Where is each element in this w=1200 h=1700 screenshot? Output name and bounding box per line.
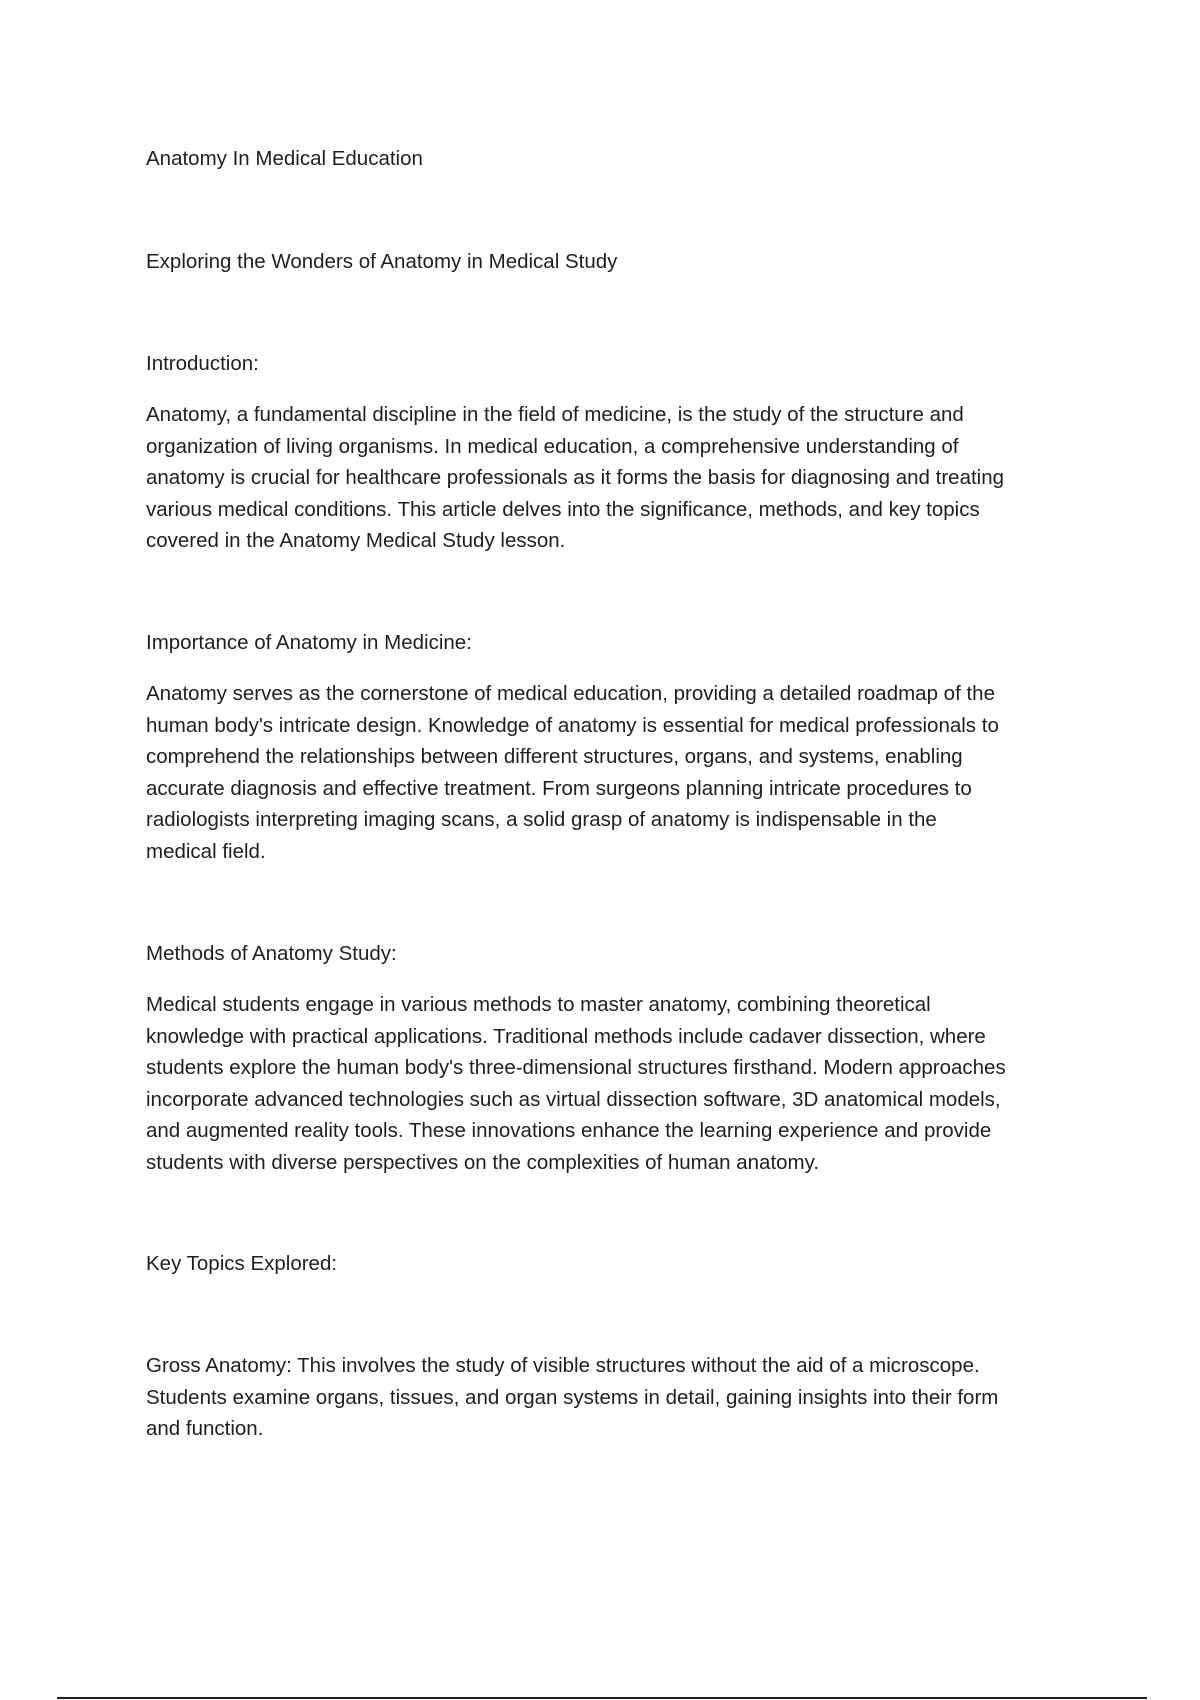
document-subtitle: Exploring the Wonders of Anatomy in Medical Study — [146, 250, 618, 273]
methods-line: students explore the human body's three-dimensional structures firsthand. Modern approaches — [146, 1056, 1006, 1079]
importance-line: radiologists interpreting imaging scans, a solid grasp of anatomy is indispensable in the — [146, 808, 937, 831]
introduction-heading: Introduction: — [146, 352, 259, 375]
introduction-line: various medical conditions. This article delves into the significance, methods, and key topics — [146, 497, 980, 521]
gross-anatomy-paragraph — [146, 1350, 1090, 1445]
methods-paragraph — [146, 989, 1090, 1178]
gross-anatomy-line: and function. — [146, 1417, 264, 1440]
methods-line: incorporate advanced technologies such as virtual dissection software, 3D anatomical models, — [146, 1087, 1001, 1111]
importance-paragraph — [146, 678, 1090, 867]
introduction-line: covered in the Anatomy Medical Study lesson. — [146, 529, 566, 552]
introduction-line: Anatomy, a fundamental discipline in the field of medicine, is the study of the structure and — [146, 403, 964, 426]
methods-line: knowledge with practical applications. Traditional methods include cadaver dissection, where — [146, 1024, 986, 1048]
page-bottom-divider — [57, 1697, 1147, 1699]
methods-line: students with diverse perspectives on the complexities of human anatomy. — [146, 1150, 820, 1174]
importance-heading: Importance of Anatomy in Medicine: — [146, 631, 472, 654]
importance-line: comprehend the relationships between different structures, organs, and systems, enabling — [146, 745, 963, 768]
methods-line: and augmented reality tools. These innovations enhance the learning experience and provide — [146, 1119, 992, 1142]
methods-line: Medical students engage in various methods to master anatomy, combining theoretical — [146, 993, 931, 1016]
introduction-paragraph — [146, 399, 1090, 557]
gross-anatomy-line: Students examine organs, tissues, and organ systems in detail, gaining insights into their form — [146, 1385, 999, 1409]
key-topics-heading: Key Topics Explored: — [146, 1252, 338, 1275]
gross-anatomy-line: Gross Anatomy: This involves the study of visible structures without the aid of a microscope. — [146, 1354, 980, 1377]
introduction-line: organization of living organisms. In medical education, a comprehensive understanding of — [146, 434, 959, 458]
importance-line: accurate diagnosis and effective treatment. From surgeons planning intricate procedures to — [146, 776, 972, 800]
importance-line: human body's intricate design. Knowledge of anatomy is essential for medical professionals to — [146, 713, 999, 737]
importance-line: Anatomy serves as the cornerstone of medical education, providing a detailed roadmap of the — [146, 682, 995, 705]
introduction-line: anatomy is crucial for healthcare professionals as it forms the basis for diagnosing and treating — [146, 466, 1005, 489]
document-title: Anatomy In Medical Education — [146, 147, 423, 170]
methods-heading: Methods of Anatomy Study: — [146, 942, 397, 965]
importance-line: medical field. — [146, 839, 266, 863]
